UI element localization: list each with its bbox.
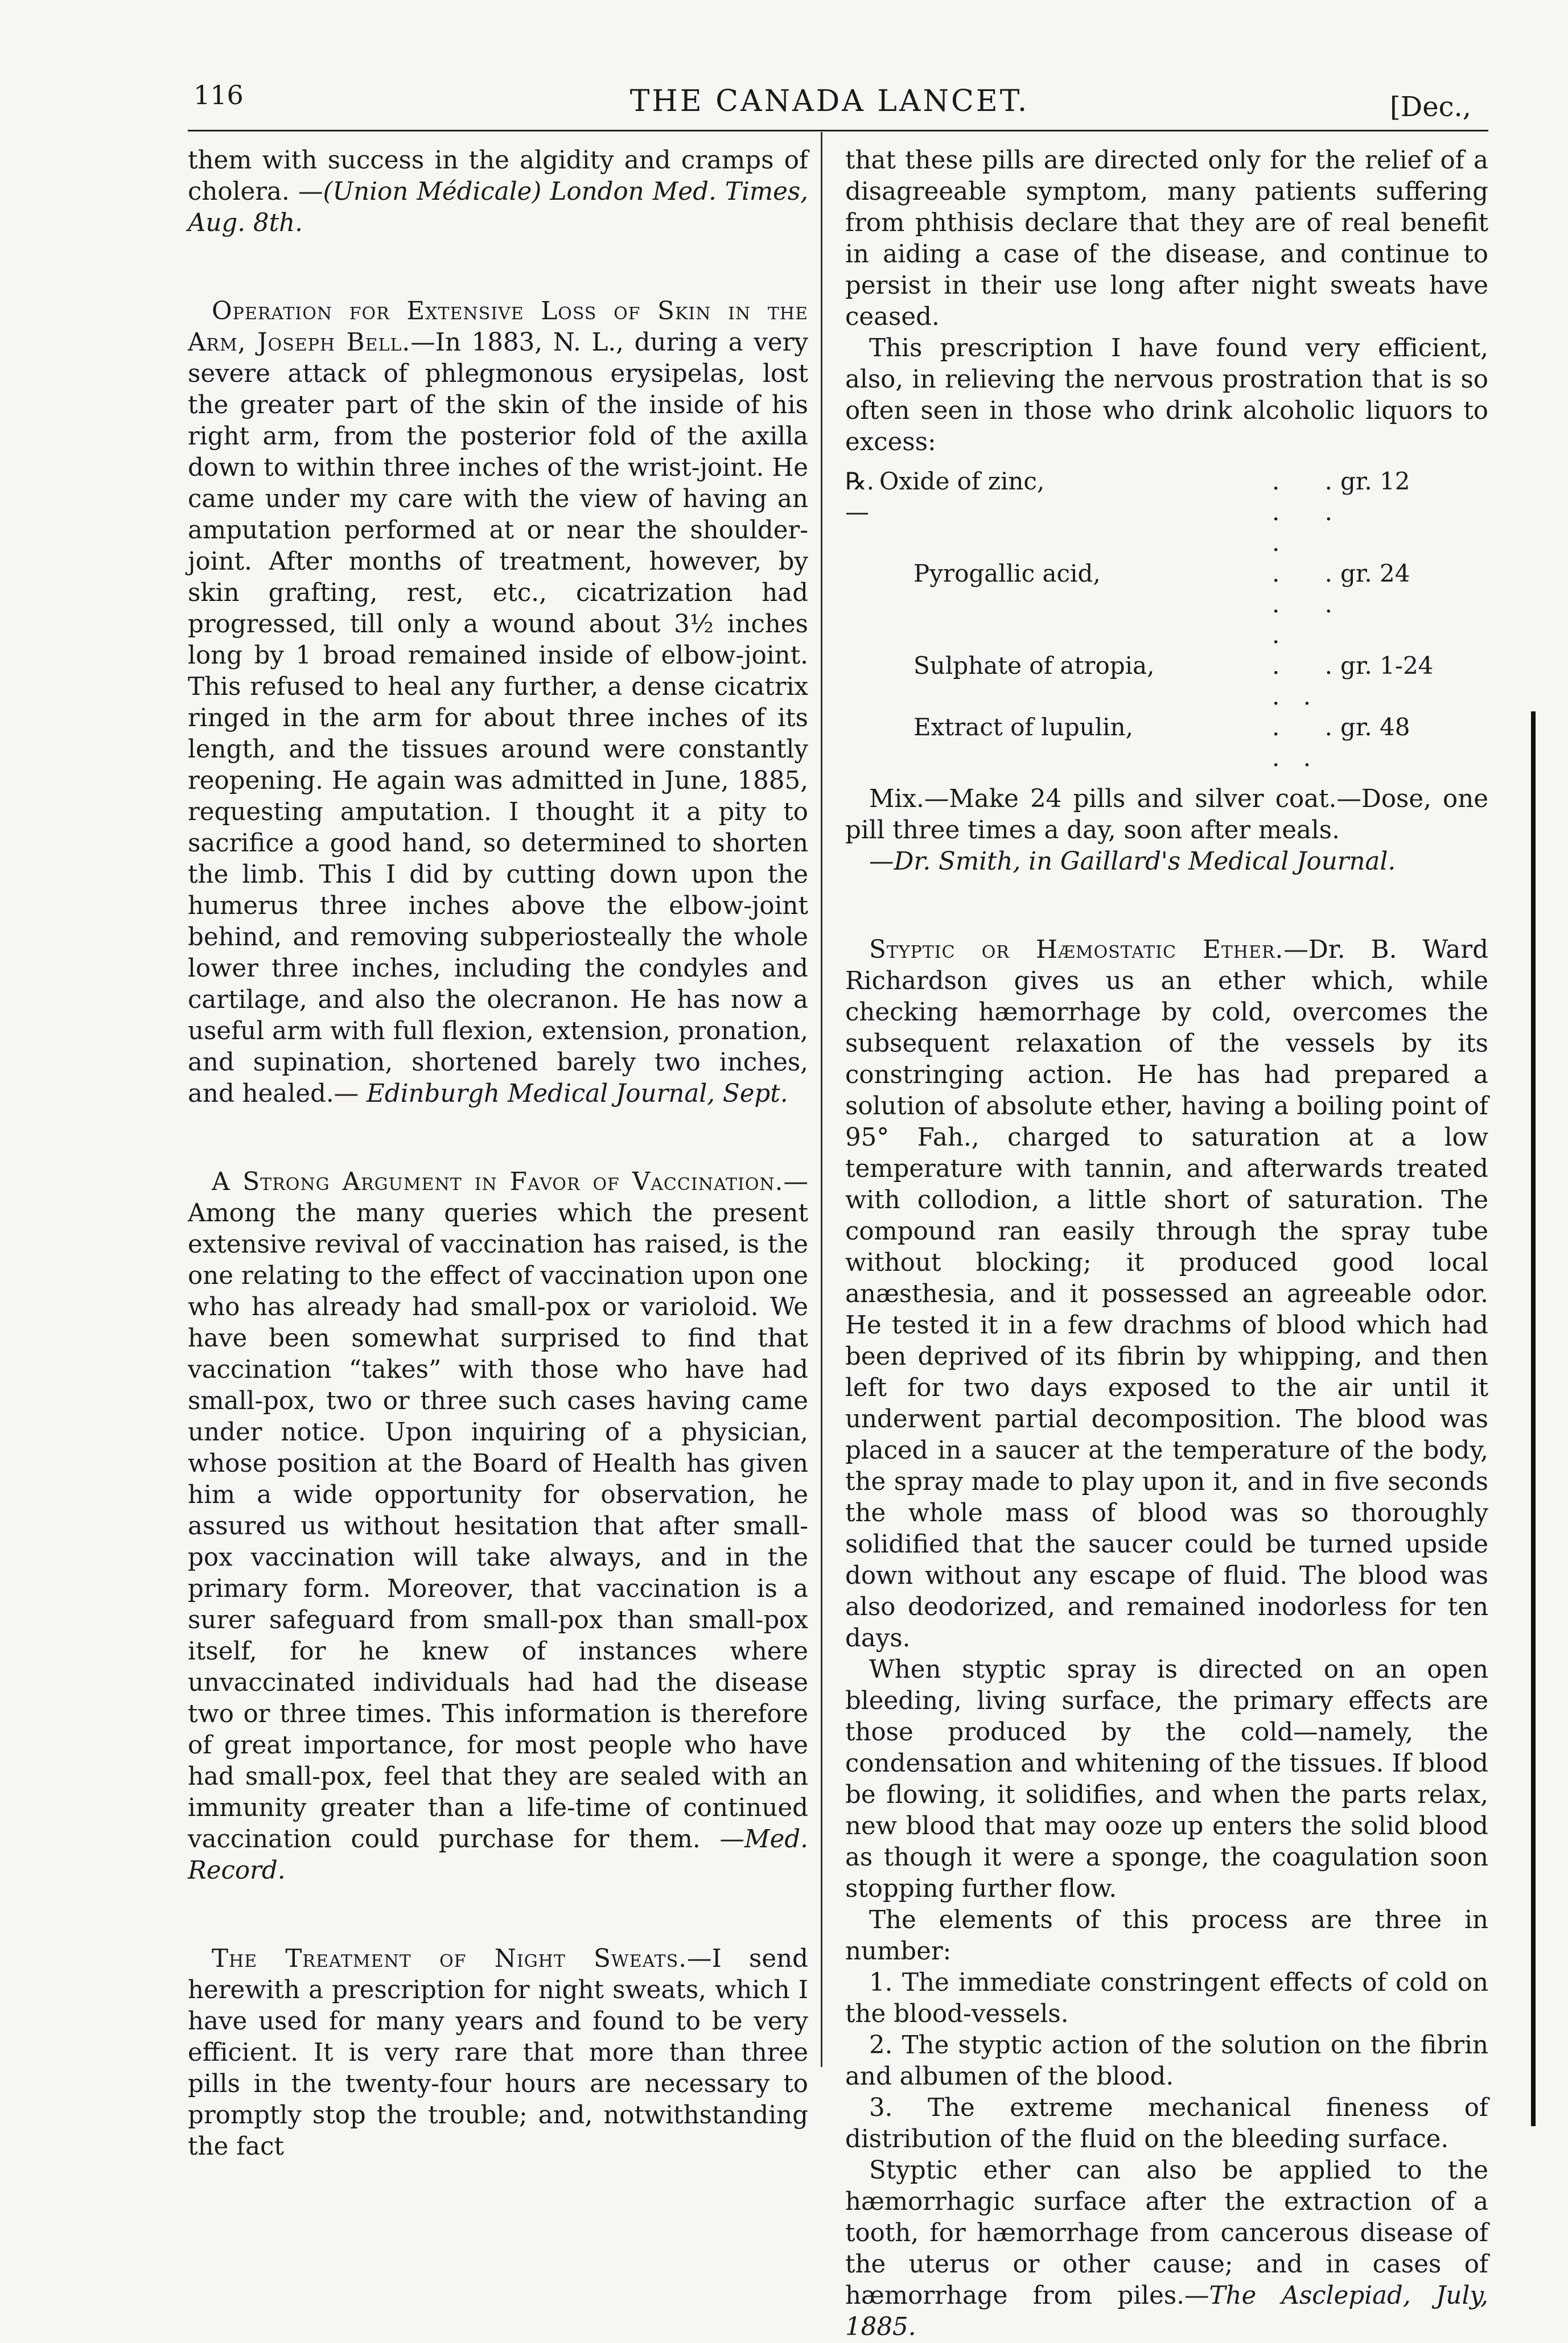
ether-source: —The Asclepiad, July, 1885. xyxy=(845,2282,1488,2341)
leader-dots: . . . . . xyxy=(1272,559,1340,649)
vaccination-body: —Among the many queries which the present extensive revival of vaccination has raised, is the one relating to the effect of vaccination upon one who has already had small-pox or varioloid. We have been somewhat surprised to find that vaccination “takes” with those who have had small-pox, two or three such cases having came under notice. Upon inquiring of a physician, whose position at the Board of Health has given him a wide opportunity for observation, he assured us without hesitation that after small-pox vaccination will take always, and in the primary form. Moreover, that vaccination is a surer safeguard from small-pox than small-pox itself, for he knew of instances where unvaccinated individuals had had the disease two or three times. This information is therefore of great importance, for most people who have had small-pox, feel that they are sealed with an immunity greater than a life-time of continued vaccination could purchase for them. xyxy=(188,1168,808,1854)
list-item: 2. The styptic action of the solution on the fibrin and albumen of the blood. xyxy=(845,2031,1488,2091)
prescription-table xyxy=(845,466,1488,773)
prescription-item-dose: gr. 48 xyxy=(1340,713,1410,741)
page-number: 116 xyxy=(194,80,244,110)
prescription-item-name: Oxide of zinc, xyxy=(879,467,1045,495)
operation-body: —In 1883, N. L., during a very severe attack of phlegmonous erysipelas, lost the greater part of the skin of the inside of his right arm, from the posterior fold of the axilla down to within three inches of the wrist-joint. He came under my care with the view of having an amputation performed at or near the shoulder-joint. After months of treatment, however, by skin grafting, rest, etc., cicatrization had progressed, till only a wound about 3½ inches long by 1 broad remained inside of elbow-joint. This refused to heal any further, a dense cicatrix ringed in the arm for about three inches of its length, and the tissues around were constantly reopening. He again was admitted in June, 1885, requesting amputation. I thought it a pity to sacrifice a good hand, so determined to shorten the limb. This I did by cutting down upon the humerus three inches above the elbow-joint behind, and removing subperiosteally the whole lower three inches, including the condyles and cartilage, and also the olecranon. He has now a useful arm with full flexion, extension, pronation, and supination, shortened barely two inches, and healed.— xyxy=(188,328,808,1108)
page-edge-shadow xyxy=(1531,711,1536,2126)
operation-heading: Operation for Extensive Loss of Skin in the Arm, Joseph Bell. xyxy=(188,297,808,357)
ether-paragraph-2: When styptic spray is directed on an open bleeding, living surface, the primary effects are those produced by the cold—namely, the condensation and whitening of the tissues. If blood be flowing, it solidifies, and when the parts relax, new blood that may ooze up enters the solid blood as though it were a sponge, the coagulation soon stopping further flow. xyxy=(845,1656,1488,1903)
right-column xyxy=(845,145,1488,2343)
vaccination-article xyxy=(188,1167,808,1887)
list-item: 1. The immediate constringent effects of cold on the blood-vessels. xyxy=(845,1969,1488,2028)
cholera-source: —(Union Médicale) London Med. Times, Aug. 8th. xyxy=(188,178,808,237)
operation-source: Edinburgh Medical Journal, Sept. xyxy=(366,1080,788,1108)
night-sweats-article xyxy=(188,1943,808,2163)
prescription-mix: Mix.—Make 24 pills and silver coat.—Dose, one pill three times a day, soon after meals. xyxy=(845,785,1488,845)
ether-body: —Dr. B. Ward Richardson gives us an ether which, while checking hæmorrhage by cold, overcomes the subsequent relaxation of the vessels by its constringing action. He has had prepared a solution of absolute ether, having a boiling point of 95° Fah., charged to saturation at a low temperature with tannin, and afterwards treated with collodion, a little short of saturation. The compound ran easily through the spray tube without blocking; it produced good local anæsthesia, and it possessed an agreeable odor. He tested it in a few drachms of blood which had been deprived of its fibrin by whipping, and then left for two days exposed to the air until it underwent partial decomposition. The blood was placed in a saucer at the temperature of the body, the spray made to play upon it, and in five seconds the whole mass of blood was so thoroughly solidified that the saucer could be turned upside down without any escape of fluid. The blood was also deodorized, and remained inodorless for ten days. xyxy=(845,936,1488,1653)
prescription-row xyxy=(845,466,1488,558)
prescription-source: —Dr. Smith, in Gaillard's Medical Journal. xyxy=(869,847,1396,876)
cholera-article-tail xyxy=(188,145,808,239)
prescription-row xyxy=(845,558,1488,650)
header-rule xyxy=(188,130,1488,131)
leader-dots: . . . . xyxy=(1272,713,1340,772)
prescription-row xyxy=(845,650,1488,712)
ether-heading: Styptic or Hæmostatic Ether. xyxy=(869,936,1284,964)
article-gap xyxy=(188,239,808,296)
night-sweats-heading: The Treatment of Night Sweats. xyxy=(212,1945,688,1973)
list-item: 3. The extreme mechanical fineness of distribution of the fluid on the bleeding surface. xyxy=(845,2094,1488,2153)
leader-dots: . . . . . xyxy=(1272,467,1340,557)
ether-elements-list xyxy=(845,1967,1488,2155)
cholera-text: them with success in the algidity and cramps of cholera. xyxy=(188,146,808,206)
night-sweats-continued: that these pills are directed only for the relief of a disagreeable symptom, many patients suffering from phthisis declare that they are of real benefit in aiding a case of the disease, and continue to persist in their use long after night sweats have ceased. xyxy=(845,146,1488,331)
issue-date: [Dec., xyxy=(1389,91,1471,123)
article-gap xyxy=(188,1887,808,1943)
article-gap xyxy=(188,1110,808,1167)
leader-dots: . . . . xyxy=(1272,652,1340,710)
ether-paragraph-3: The elements of this process are three in number: xyxy=(845,1906,1488,1966)
operation-article xyxy=(188,296,808,1110)
prescription-item-name: Sulphate of atropia, xyxy=(913,652,1155,680)
prescription-row xyxy=(845,712,1488,773)
ether-article xyxy=(845,934,1488,1654)
journal-title: THE CANADA LANCET. xyxy=(629,84,1030,118)
page-header xyxy=(188,80,1471,137)
left-column xyxy=(188,145,808,2163)
night-sweats-body: —I send herewith a prescription for night sweats, which I have used for many years and found to be very efficient. It is very rare that more than three pills in the twenty-four hours are necessary to promptly stop the trouble; and, notwithstanding the fact xyxy=(188,1945,808,2161)
ether-p4-text: Styptic ether can also be applied to the hæmorrhagic surface after the extraction of a tooth, for hæmorrhage from cancerous disease of the uterus or other cause; and in cases of hæmorrhage from piles. xyxy=(845,2156,1488,2310)
prescription-item-dose: gr. 12 xyxy=(1340,467,1410,495)
vaccination-heading: A Strong Argument in Favor of Vaccination. xyxy=(212,1168,784,1196)
recipe-symbol: ℞.— xyxy=(845,467,875,526)
prescription-item-name: Pyrogallic acid, xyxy=(913,559,1101,587)
prescription-item-name: Extract of lupulin, xyxy=(913,713,1133,741)
vaccination-source: —Med. Record. xyxy=(188,1825,809,1885)
prescription-intro: This prescription I have found very efficient, also, in relieving the nervous prostration that is so often seen in those who drink alcoholic liquors to excess: xyxy=(845,334,1488,456)
article-gap xyxy=(845,878,1488,934)
prescription-item-dose: gr. 1-24 xyxy=(1340,652,1434,680)
column-divider xyxy=(821,132,822,2067)
prescription-item-dose: gr. 24 xyxy=(1340,559,1410,587)
ether-paragraph-4 xyxy=(845,2155,1488,2343)
